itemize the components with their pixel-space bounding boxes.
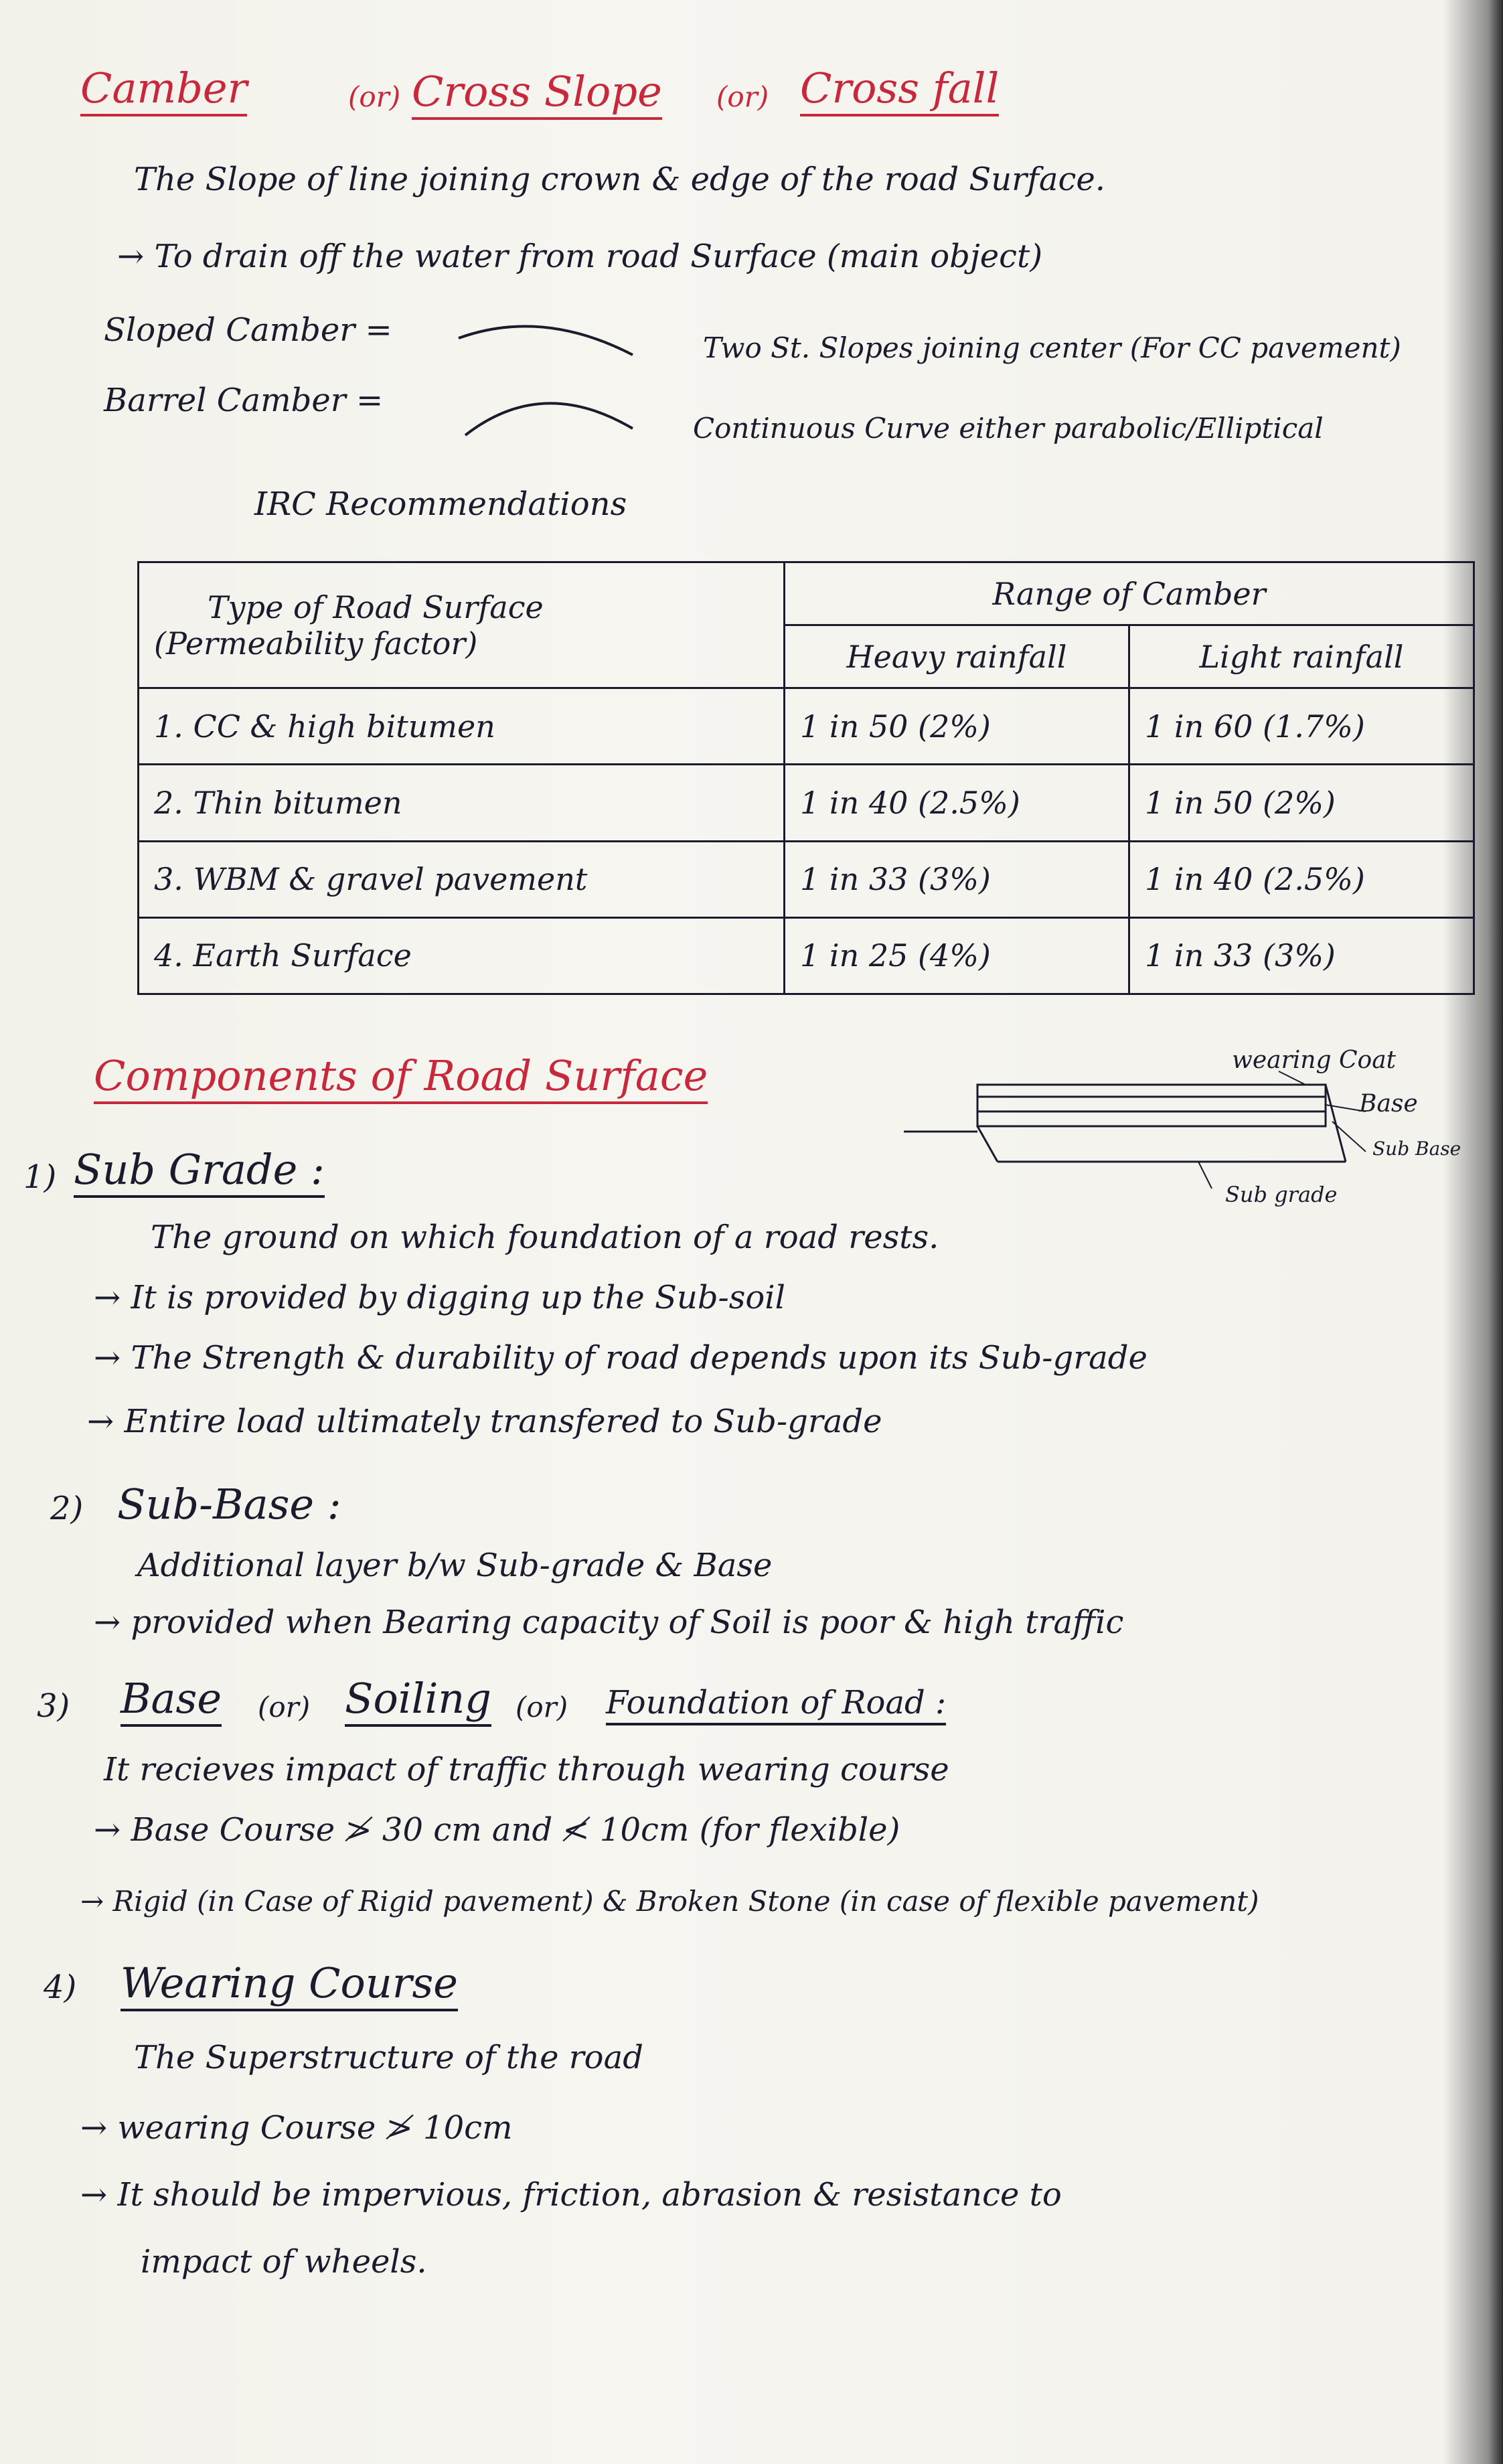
title-cross-slope: Cross Slope <box>412 67 662 116</box>
label-sub-grade: Sub grade <box>1225 1182 1338 1207</box>
s3-title-base: Base <box>121 1674 222 1723</box>
cell-heavy: 1 in 50 (2%) <box>785 688 1129 765</box>
sloped-camber-label: Sloped Camber = <box>104 311 392 349</box>
s1-line1: The ground on which foundation of a road rests. <box>151 1219 939 1256</box>
base-layer <box>977 1097 1326 1111</box>
cell-type: 4. Earth Surface <box>139 917 785 994</box>
s1-line3: → The Strength & durability of road depends upon its Sub-grade <box>94 1339 1148 1377</box>
cell-type: 3. WBM & gravel pavement <box>139 841 785 917</box>
header-light-rainfall: Light rainfall <box>1129 625 1474 688</box>
cell-type: 1. CC & high bitumen <box>139 688 785 765</box>
header-heavy-rainfall: Heavy rainfall <box>785 625 1129 688</box>
s3-number: 3) <box>37 1687 70 1725</box>
s2-line2: → provided when Bearing capacity of Soil is poor & high traffic <box>94 1604 1124 1641</box>
table-row <box>139 917 1474 994</box>
barrel-camber-desc: Continuous Curve either parabolic/Elliptical <box>693 412 1324 445</box>
sloped-camber-desc: Two St. Slopes joining center (For CC pavement) <box>703 331 1401 364</box>
irc-camber-table <box>137 561 1475 995</box>
wearing-layer <box>977 1085 1326 1097</box>
cell-heavy: 1 in 33 (3%) <box>785 841 1129 917</box>
cell-light: 1 in 33 (3%) <box>1129 917 1474 994</box>
camber-title <box>80 64 247 112</box>
header-range-of-camber: Range of Camber <box>785 562 1474 625</box>
table-row <box>139 841 1474 917</box>
s4-number: 4) <box>44 1969 77 2006</box>
s4-title: Wearing Course <box>121 1958 458 2007</box>
title-or-2: (or) <box>716 80 769 113</box>
s4-line4: impact of wheels. <box>141 2243 427 2281</box>
barrel-camber-sketch <box>462 388 636 442</box>
s2-line1: Additional layer b/w Sub-grade & Base <box>137 1547 773 1584</box>
s1-line2: → It is provided by digging up the Sub-soil <box>94 1279 786 1316</box>
cell-heavy: 1 in 25 (4%) <box>785 917 1129 994</box>
barrel-camber-label: Barrel Camber = <box>104 382 384 419</box>
s1-number: 1) <box>23 1158 57 1196</box>
cell-heavy: 1 in 40 (2.5%) <box>785 765 1129 841</box>
cell-type: 2. Thin bitumen <box>139 765 785 841</box>
s4-line1: The Superstructure of the road <box>134 2039 643 2076</box>
title-or-1: (or) <box>348 80 401 113</box>
title-camber: Camber <box>80 64 247 117</box>
table-row <box>139 765 1474 841</box>
s3-line3: → Rigid (in Case of Rigid pavement) & Broken Stone (in case of flexible pavement) <box>80 1885 1259 1918</box>
s3-or-2: (or) <box>516 1691 568 1723</box>
s3-line1: It recieves impact of traffic through wearing course <box>104 1751 949 1788</box>
components-heading: Components of Road Surface <box>94 1051 708 1100</box>
road-layers-diagram <box>904 1045 1486 1219</box>
label-wearing-coat: wearing Coat <box>1232 1047 1397 1074</box>
title-cross-fall: Cross fall <box>800 64 999 112</box>
camber-definition: The Slope of line joining crown & edge of the road Surface. <box>134 161 1106 198</box>
s3-line2: → Base Course ≯ 30 cm and ≮ 10cm (for flexible) <box>94 1811 900 1849</box>
sub-base-layer <box>977 1111 1326 1126</box>
s3-title-soiling: Soiling <box>345 1674 491 1723</box>
cell-light: 1 in 40 (2.5%) <box>1129 841 1474 917</box>
header-road-surface-label: Type of Road Surface <box>208 589 544 625</box>
header-permeability-label: (Permeability factor) <box>154 625 478 662</box>
s1-title: Sub Grade : <box>74 1145 325 1194</box>
irc-heading: IRC Recommendations <box>254 485 627 523</box>
label-base: Base <box>1359 1090 1418 1118</box>
s2-title: Sub-Base : <box>117 1480 341 1529</box>
cell-light: 1 in 60 (1.7%) <box>1129 688 1474 765</box>
s3-title-foundation: Foundation of Road : <box>606 1684 946 1721</box>
s4-line2: → wearing Course ≯ 10cm <box>80 2109 513 2147</box>
label-sub-base: Sub Base <box>1372 1138 1461 1160</box>
header-road-surface <box>139 562 785 688</box>
s1-line4: → Entire load ultimately transfered to Sub-grade <box>87 1403 882 1440</box>
s4-line3: → It should be impervious, friction, abrasion & resistance to <box>80 2176 1062 2214</box>
table-row <box>139 688 1474 765</box>
cell-light: 1 in 50 (2%) <box>1129 765 1474 841</box>
sloped-camber-sketch <box>455 308 636 368</box>
s3-or-1: (or) <box>258 1691 311 1723</box>
camber-purpose: → To drain off the water from road Surface (main object) <box>117 238 1043 275</box>
s2-number: 2) <box>50 1490 84 1527</box>
